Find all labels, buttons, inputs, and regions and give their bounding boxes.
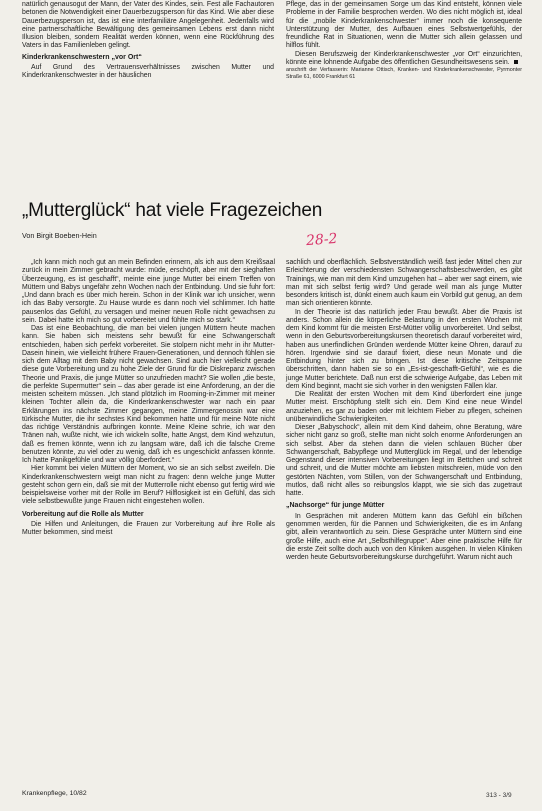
article-left-column (22, 259, 275, 538)
journal-issue: Krankenpflege, 10/82 (22, 790, 87, 797)
paragraph (286, 51, 522, 68)
handwritten-note: 28-2 (305, 230, 338, 250)
section-heading: Kinderkrankenschwestern „vor Ort“ (22, 53, 142, 61)
paragraph: Pflege, das in der gemeinsamen Sorge um das Kind entsteht, können viele Probleme in der Familie besprochen werden. Wo dies nicht möglich ist, ideal für die „mobile Kinderkrankenschwester“ immer noch die konsequente Unterstützung der Mutter, des Aufbauen eines Selbstwertgefühls, der freundliche Rat in Situationen, wenn die Mutter sich allein gelassen und hilflos fühlt. (286, 1, 522, 50)
previous-article-right-column (286, 1, 522, 80)
paragraph: Auf Grund des Vertrauensverhältnisses zwischen Mutter und Kinderkrankenschwester in der häuslichen (22, 64, 274, 80)
paragraph: In der Theorie ist das natürlich jeder Frau bewußt. Aber die Praxis ist anders. Schon allein die körperliche Belastung in den ersten Wochen mit dem Kind kommt für die meisten Erst-Mütter völlig unvorbereitet. Und selbst, wenn in den Geburtsvorbereitungskursen theoretisch darauf vorbereitet wird, haben aus unerfindlichen Gründen werdende Mütter keine Ohren, darauf zu hören. Irgendwie sind sie darauf fixiert, diese neun Monate und die Entbindung hinter sich zu bringen. Ist diese kritische Zeitspanne überschritten, dann haben sie so ein „Es-ist-geschafft-Gefühl“, wie es die junge Mutter berichtete. Daß nun erst die schwierige Aufgabe, das Leben mit dem Kind beginnt, macht sie sich vorher in den wenigsten Fällen klar. (286, 308, 522, 390)
paragraph: Die Hilfen und Anleitungen, die Frauen zur Vorbereitung auf ihre Rolle als Mutter bekommen, sind meist (22, 521, 275, 537)
article-author: Von Birgit Boeben-Hein (22, 231, 97, 240)
section-heading: „Nachsorge“ für junge Mütter (286, 502, 385, 510)
article-right-column (286, 259, 522, 562)
paragraph: Hier kommt bei vielen Müttern der Moment, wo sie an sich selbst zweifeln. Die Kinderkrankenschwestern weigt man nicht zu fragen: denn welche junge Mutter gesteht schon gern ein, daß sie mit der Mutterrolle nicht ebenso gut fertig wird wie beispielsweise vorher mit der Rolle im Beruf? Hilflosigkeit ist ein Gefühl, das sich viele selbstbewußte junge Frauen nicht eingestehen wollen. (22, 465, 275, 506)
paragraph: Das ist eine Beobachtung, die man bei vielen jungen Müttern heute machen kann. Sie haben sich meistens sehr bewußt für eine Schwangerschaft entschieden, haben sich perfekt vorbereitet. Sie stolpern nicht mehr in ihr Mutter-Dasein hinein, wie vielleicht frühere Frauen-Generationen, und dennoch fühlen sie sich dem Alltag mit dem Baby nicht gewachsen. Sind auch hier vielleicht gerade diese gute Vorbereitung und zu hohe Ziele der Grund für die Diskrepanz zwischen Theorie und Praxis, die junge Mütter so unzufrieden macht? Sie wollen „die beste, die perfekte Supermutter“ sein – das aber gerade ist eine Anforderung, an der die meisten scheitern müssen. „Ich stand plötzlich im Rooming-in-Zimmer mit meiner kleinen Tochter allein da, die Kinderkrankenschwester war nach ein paar Erklärungen ins nächste Zimmer gegangen, meine Zimmergenossin war eine türkische Mutter, die ihr sechstes Kind bekommen hatte und für meine Nöte nicht das richtige Verständnis aufbringen konnte. Meine Kleine schrie, ich war den Tränen nah, wußte nicht, wie ich wickeln sollte, hatte Angst, dem Kind wehzutun, daß es fremen könnte, wenn ich zu langsam wäre, daß ich die falsche Creme benutzen könnte, zu viel oder zu wenig, daß ich es ungeschickt anfassen könnte. Ich hatte Panikgefühle und war völlig überfordert.“ (22, 325, 275, 464)
paragraph: natürlich genausogut der Mann, der Vater des Kindes, sein. Fest alle Fachautoren betonen die Notwendigkeit einer Dauerbezugsperson für das Kind. Wie aber diese Dauerbezugsperson ist, das ist eine interfamiliäre Angelegenheit. Jedenfalls wird eine partnerschaftliche Bewältigung des gemeinsamen Lebens erst dann nicht Illusion bleiben, sondern Realität werden können, wenn eine Rückführung des Vaters in das Familienleben gelingt. (22, 1, 274, 50)
article-title: „Mutterglück“ hat viele Fragezeichen (22, 200, 323, 221)
paragraph: „Ich kann mich noch gut an mein Befinden erinnern, als ich aus dem Kreißsaal zurück in mein Zimmer gebracht wurde: müde, erschöpft, aber mit der sieghaften Überzeugung, es ist geschafft“, meinte eine junge Mutter bei einem Treffen von Müttern und Babys ungefähr zehn Wochen nach der Entbindung. Und sie fuhr fort: „Und dann brach es über mich herein. Schon in der Klinik war ich unsicher, wenn ich das Baby versorgte. Zu Hause wurde es dann noch viel schlimmer. Ich hatte pausenlos das Gefühl, zu versagen und meiner neuen Rolle nicht gewachsen zu sein. Dabei hatte ich mich so gut vorbereitet und fühlte mich so stark.“ (22, 259, 275, 324)
paragraph: sachlich und oberflächlich. Selbstverständlich weiß fast jeder Mittel chen zur Erleichterung der verschiedensten Schwangerschaftsbeschwerden, es gibt Trainings, wie man mit dem Kind umzugehen hat – aber wer sagt einem, wie man mit sich selbst fertig wird? Und gerade weil man als junge Mutter besonders kritisch ist, dünkt einem auch kaum ein Vorbild gut genug, an dem man sich orientieren könnte. (286, 259, 522, 308)
paragraph-text: Diesen Berufszweig der Kinderkrankenschwester „vor Ort“ einzurichten, könnte eine lohnende Aufgabe des öffentlichen Gesundheitswesens sein. (286, 50, 522, 66)
end-of-article-mark (514, 60, 518, 64)
paragraph: Dieser „Babyschock“, allein mit dem Kind daheim, ohne Beratung, wäre sicher nicht ganz so groß, stellte man nicht solch enorme Anforderungen an sich selbst. Aber da stehen dann die vielen schlauen Bücher über Schwangerschaft, Babypflege und Mutterglück im Regal, und der lebendige Gegenstand dieser intensiven Vorbereitungen liegt im Bettchen und schreit und schreit, und die Mutter möchte am liebsten mitschreien, müde von den gestörten Nächten, vom Stillen, von der Schwangerschaft und Entbindung, mutlos, daß nicht alles so reibungslos klappt, wie sie sich das zugetraut hatte. (286, 424, 522, 497)
paragraph: In Gesprächen mit anderen Müttern kann das Gefühl ein bißchen genommen werden, für die Pannen und Schwierigkeiten, die es im Anfang gibt, allein verantwortlich zu sein. Diese Gespräche unter Müttern sind eine große Hilfe, auch eine Art „Selbsthilfegruppe“. Aber eine praktische Hilfe für die erste Zeit sollte doch auch von den Kliniken ausgehen. In vielen Kliniken werden heute Geburtsvorbereitungskurse durchgeführt. Warum nicht auch (286, 512, 522, 561)
section-heading: Vorbereitung auf die Rolle als Mutter (22, 510, 144, 518)
previous-article-left-column (22, 1, 274, 81)
paragraph: Die Realität der ersten Wochen mit dem Kind überfordert eine junge Mutter meist. Erschöpfung stellt sich ein. Dem Kind eine neue Windel anzuziehen, es gar zu baden oder mit leichtem Fieber zu pflegen, scheinen unüberwindliche Schwierigkeiten. (286, 391, 522, 423)
author-address-footnote: anschrift der Verfasserin: Marianne Ottisch, Kranken- und Kinderkrankenschwester, Pyrmonter Straße 61, 6000 Frankfurt 61 (286, 67, 522, 80)
page-number: 313 - 3/9 (486, 792, 512, 799)
